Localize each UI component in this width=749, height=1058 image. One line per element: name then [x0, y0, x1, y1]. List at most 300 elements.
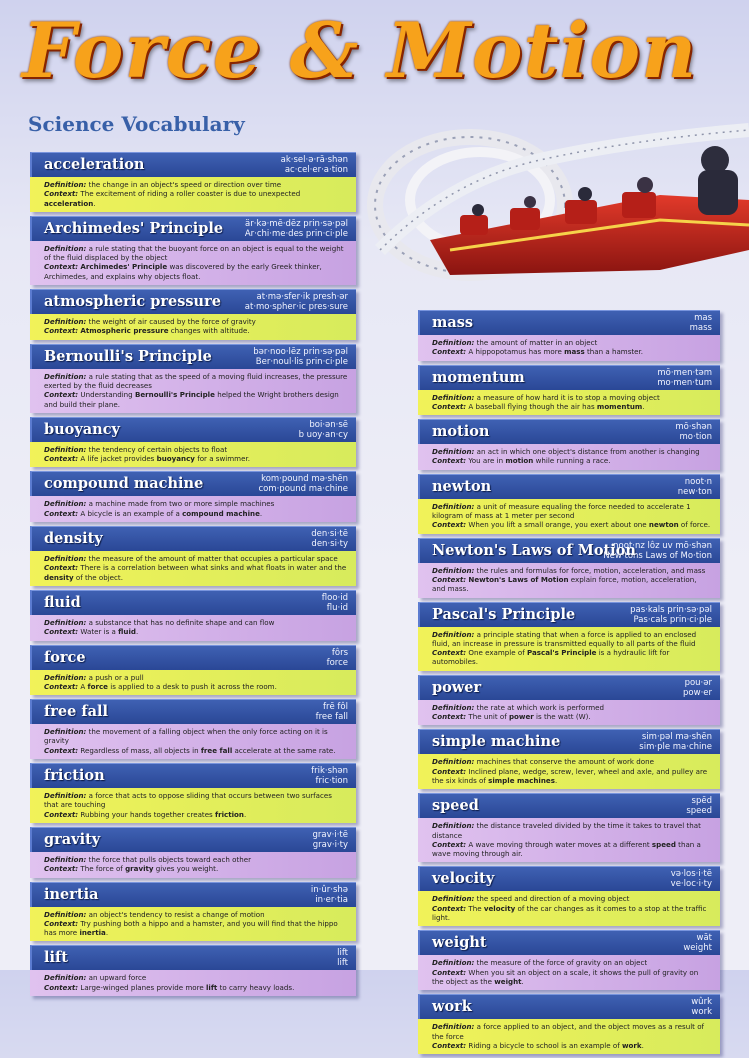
context-label: Context:	[432, 347, 467, 357]
context-line	[432, 712, 712, 721]
context-text: .	[642, 401, 645, 411]
context-text: than a hamster.	[584, 347, 644, 357]
context-label: Context:	[44, 982, 79, 992]
context-label: Context:	[44, 809, 79, 819]
pronunciation-phonetic: den·si·tē	[311, 529, 348, 540]
definition-label: Definition:	[432, 894, 475, 904]
context-text: Rubbing your hands together creates	[80, 809, 216, 819]
context-label: Context:	[432, 712, 467, 722]
term-header	[30, 590, 356, 615]
term-body	[30, 241, 356, 285]
term-body	[418, 563, 720, 598]
term-name: acceleration	[44, 156, 145, 173]
context-text: Large-winged planes provide more	[80, 982, 206, 992]
definition-text: the tendency of certain objects to float	[88, 444, 228, 454]
term-header	[30, 216, 356, 241]
context-text: than a wave moving through air.	[432, 839, 701, 859]
context-label: Context:	[44, 189, 79, 199]
term-body	[30, 907, 356, 942]
context-label: Context:	[44, 563, 79, 573]
term-header	[30, 827, 356, 852]
term-header	[418, 419, 720, 444]
term-header	[418, 365, 720, 390]
definition-text: a measure of how hard it is to stop a moving object	[476, 392, 660, 402]
context-line	[44, 746, 348, 755]
pronunciation	[316, 702, 348, 722]
context-text: Inclined plane, wedge, screw, lever, wheel and axle, and pulley are the six kinds of	[432, 766, 708, 785]
definition-text: an upward force	[88, 973, 147, 983]
context-line	[432, 1041, 712, 1050]
vocab-entry-speed	[418, 793, 720, 862]
context-text: The excitement of riding a roller coaster is due to unexpected	[80, 189, 301, 199]
context-term-highlight: inertia	[79, 928, 106, 938]
term-body	[418, 627, 720, 671]
context-term-highlight: Archimedes' Principle	[80, 262, 168, 272]
pronunciation-syllables: in·er·tia	[315, 894, 348, 905]
definition-label: Definition:	[432, 392, 475, 402]
pronunciation	[322, 593, 348, 613]
context-text: for a swimmer.	[194, 454, 250, 464]
term-name: Pascal's Principle	[432, 605, 576, 623]
context-text: is applied to a desk to push it across the room.	[108, 681, 277, 691]
pronunciation-phonetic: frik·shən	[311, 766, 348, 777]
pronunciation	[245, 219, 348, 239]
context-line	[432, 767, 712, 786]
term-name: atmospheric pressure	[44, 293, 221, 311]
definition-text: machines that conserve the amount of work done	[476, 757, 654, 767]
term-body	[30, 496, 356, 522]
term-header	[418, 310, 720, 335]
term-body	[418, 700, 720, 726]
definition-label: Definition:	[44, 727, 87, 737]
pronunciation-phonetic: kom·pound mə·shēn	[261, 474, 348, 485]
definition-text: the force that pulls objects toward each other	[88, 854, 252, 864]
term-body	[418, 390, 720, 416]
context-term-highlight: force	[87, 681, 108, 691]
context-term-highlight: power	[508, 712, 534, 722]
definition-label: Definition:	[432, 757, 475, 767]
vocab-entry-free-fall	[30, 699, 356, 759]
definition-label: Definition:	[44, 444, 87, 454]
term-header	[30, 645, 356, 670]
definition-line	[44, 727, 348, 746]
term-header	[30, 344, 356, 369]
term-body	[30, 670, 356, 696]
pronunciation-phonetic: sim·pəl mə·shēn	[641, 732, 712, 743]
term-header	[30, 763, 356, 788]
definition-line	[44, 791, 348, 810]
pronunciation-phonetic: at·mə·sfer·ik presh·ər	[256, 292, 348, 303]
context-text: to carry heavy loads.	[217, 982, 295, 992]
vocab-entry-inertia	[30, 882, 356, 942]
context-term-highlight: Pascal's Principle	[527, 648, 597, 658]
term-header	[30, 699, 356, 724]
context-term-highlight: weight	[494, 976, 522, 986]
term-header	[418, 675, 720, 700]
term-name: buoyancy	[44, 420, 120, 438]
definition-line	[44, 180, 348, 189]
term-body	[418, 444, 720, 470]
context-term-highlight: friction	[215, 809, 244, 819]
definition-label: Definition:	[432, 821, 475, 831]
definition-text: the change in an object's speed or direction over time	[88, 180, 282, 189]
context-term-highlight: acceleration	[44, 198, 94, 208]
term-name: free fall	[44, 703, 109, 721]
definition-text: the speed and direction of a moving object	[476, 894, 630, 904]
definition-label: Definition:	[432, 565, 475, 575]
vocab-entry-density	[30, 526, 356, 586]
page-subtitle: Science Vocabulary	[28, 112, 245, 136]
pronunciation-phonetic: är·kə·mē·dēz prin·sə·pəl	[245, 218, 348, 229]
context-term-highlight: momentum	[596, 401, 643, 411]
pronunciation	[311, 766, 348, 786]
term-name: density	[44, 530, 103, 548]
context-label: Context:	[432, 903, 467, 913]
context-text: The	[468, 903, 484, 913]
context-label: Context:	[432, 766, 467, 776]
context-label: Context:	[44, 627, 79, 637]
pronunciation	[630, 605, 712, 625]
pronunciation	[327, 648, 348, 668]
context-line	[44, 390, 348, 409]
pronunciation	[690, 313, 712, 333]
context-text: The force of	[80, 864, 126, 874]
definition-label: Definition:	[432, 501, 475, 511]
pronunciation-phonetic: bər·noo·lēz prin·sə·pəl	[253, 346, 348, 357]
pronunciation	[639, 732, 712, 752]
context-term-highlight: lift	[205, 982, 218, 992]
definition-text: the rules and formulas for force, motion, acceleration, and mass	[476, 565, 706, 575]
term-body	[30, 615, 356, 641]
term-name: work	[432, 998, 472, 1016]
context-term-highlight: newton	[648, 520, 679, 530]
pronunciation	[657, 368, 712, 388]
context-text: Regardless of mass, all objects in	[80, 745, 201, 755]
context-text: A baseball flying though the air has	[468, 401, 597, 411]
context-text: .	[135, 627, 139, 637]
term-body	[30, 852, 356, 878]
definition-line	[432, 894, 712, 903]
term-header	[418, 930, 720, 955]
term-name: compound machine	[44, 475, 204, 493]
term-body	[418, 818, 720, 862]
context-text: is the watt (W).	[533, 712, 591, 722]
vocab-column-right	[418, 310, 720, 1058]
term-body	[30, 442, 356, 468]
term-body	[30, 551, 356, 586]
context-text: A life jacket provides	[80, 454, 157, 464]
term-header	[30, 471, 356, 496]
definition-line	[44, 317, 348, 326]
context-line	[432, 347, 712, 356]
term-body	[30, 314, 356, 340]
definition-line	[44, 554, 348, 563]
context-label: Context:	[44, 918, 79, 928]
term-body	[418, 335, 720, 361]
vocab-entry-archimedes-principle	[30, 216, 356, 285]
vocab-entry-momentum	[418, 365, 720, 416]
pronunciation-syllables: fric·tion	[315, 776, 348, 787]
context-text: .	[521, 976, 524, 986]
vocab-entry-work	[418, 994, 720, 1054]
vocab-entry-velocity	[418, 866, 720, 926]
context-label: Context:	[432, 839, 467, 849]
pronunciation	[691, 997, 712, 1017]
context-term-highlight: free fall	[200, 745, 233, 755]
definition-label: Definition:	[44, 854, 87, 864]
term-name: speed	[432, 797, 479, 815]
pronunciation-syllables: grav·i·ty	[312, 839, 348, 850]
definition-line	[432, 958, 712, 967]
definition-text: a force applied to an object, and the object moves as a result of the force	[432, 1022, 705, 1041]
context-label: Context:	[432, 574, 467, 584]
context-term-highlight: work	[621, 1040, 642, 1050]
vocab-entry-motion	[418, 419, 720, 470]
context-text: of the object.	[73, 572, 123, 582]
pronunciation-syllables: mass	[689, 323, 712, 333]
context-label: Context:	[44, 326, 79, 336]
pronunciation-syllables: pow·er	[683, 687, 712, 698]
pronunciation	[337, 948, 348, 968]
pronunciation	[603, 541, 712, 561]
definition-line	[44, 618, 348, 627]
pronunciation-syllables: den·si·ty	[311, 539, 348, 550]
pronunciation	[313, 830, 348, 850]
context-term-highlight: gravity	[125, 864, 154, 874]
context-line	[432, 648, 712, 667]
definition-text: an act in which one object's distance from another is changing	[476, 447, 700, 457]
pronunciation-syllables: Pas·cals prin·ci·ple	[633, 614, 712, 625]
definition-label: Definition:	[44, 909, 87, 919]
pronunciation-phonetic: fôrs	[331, 647, 348, 658]
pronunciation-phonetic: boi·ən·sē	[309, 419, 348, 430]
term-name: Bernoulli's Principle	[44, 347, 212, 365]
pronunciation-phonetic: floo·id	[321, 592, 348, 603]
vocab-entry-lift	[30, 945, 356, 996]
pronunciation-syllables: flu·id	[326, 602, 348, 613]
pronunciation-phonetic: wûrk	[691, 997, 712, 1008]
term-name: inertia	[44, 885, 99, 903]
pronunciation	[245, 292, 348, 312]
context-label: Context:	[44, 864, 79, 874]
definition-label: Definition:	[44, 791, 87, 801]
definition-label: Definition:	[44, 243, 87, 253]
term-body	[30, 788, 356, 823]
pronunciation	[311, 885, 348, 905]
term-body	[30, 369, 356, 413]
context-term-highlight: fluid	[118, 627, 136, 637]
definition-line	[432, 630, 712, 649]
definition-text: a principle stating that when a force is applied to an enclosed fluid, an increase in pressure is transmitted equally to all parts of the fluid	[432, 629, 697, 648]
vocab-entry-pascal-s-principle	[418, 602, 720, 671]
definition-label: Definition:	[432, 1022, 475, 1032]
context-text: When you sit an object on a scale, it shows the pull of gravity on the object as the	[432, 967, 699, 986]
context-text: Understanding	[80, 390, 135, 400]
pronunciation	[686, 796, 712, 816]
vocab-entry-newton	[418, 474, 720, 534]
context-line	[432, 968, 712, 987]
vocab-entry-buoyancy	[30, 417, 356, 468]
term-header	[418, 474, 720, 499]
pronunciation-syllables: free fall	[315, 712, 348, 723]
definition-label: Definition:	[44, 317, 87, 327]
context-label: Context:	[432, 1040, 467, 1050]
pronunciation-syllables: ve·loc·i·ty	[670, 879, 712, 890]
definition-line	[432, 393, 712, 402]
context-label: Context:	[432, 401, 467, 411]
context-line	[44, 326, 348, 335]
vocab-entry-fluid	[30, 590, 356, 641]
pronunciation-syllables: new·ton	[677, 486, 712, 497]
context-text: .	[93, 198, 96, 208]
context-term-highlight: speed	[651, 839, 676, 849]
context-term-highlight: Newton's Laws of Motion	[468, 574, 569, 584]
term-body	[418, 1019, 720, 1054]
context-text: The unit of	[468, 712, 509, 722]
context-text: while running a race.	[533, 456, 611, 466]
definition-text: the rate at which work is performed	[476, 702, 605, 712]
definition-text: the amount of matter in an object	[476, 338, 598, 347]
context-label: Context:	[44, 745, 79, 755]
context-text: Riding a bicycle to school is an example of	[468, 1040, 622, 1050]
definition-text: a force that acts to oppose sliding that occurs between two surfaces that are touching	[44, 791, 332, 810]
context-text: A	[80, 681, 88, 691]
term-header	[418, 994, 720, 1019]
context-line	[44, 627, 348, 636]
context-label: Context:	[432, 520, 467, 530]
term-name: Newton's Laws of Motion	[432, 541, 636, 559]
definition-line	[44, 855, 348, 864]
context-term-highlight: mass	[564, 347, 585, 357]
term-name: power	[432, 678, 482, 696]
pronunciation-syllables: b uoy·an·cy	[298, 429, 348, 440]
definition-line	[432, 757, 712, 766]
vocab-entry-friction	[30, 763, 356, 823]
context-line	[432, 575, 712, 594]
term-name: velocity	[432, 870, 495, 888]
context-text: There is a correlation between what sinks and what floats in water and the	[80, 563, 347, 573]
context-text: changes with altitude.	[168, 326, 250, 336]
context-text: of the car changes as it comes to a stop at the traffic light.	[432, 903, 707, 923]
pronunciation	[253, 347, 348, 367]
vocab-entry-force	[30, 645, 356, 696]
context-text: .	[243, 809, 247, 819]
context-text: helped the Wright brothers design and build their plane.	[44, 390, 339, 409]
pronunciation-syllables: speed	[686, 806, 712, 817]
pronunciation-syllables: at·mo·spher·ic pres·sure	[244, 302, 348, 313]
definition-line	[44, 244, 348, 263]
definition-text: a substance that has no definite shape and can flow	[88, 617, 275, 627]
pronunciation-phonetic: in·ûr·shə	[310, 884, 348, 895]
pronunciation-phonetic: mas	[694, 313, 712, 323]
context-line	[432, 402, 712, 411]
definition-line	[432, 502, 712, 521]
vocab-entry-acceleration	[30, 152, 356, 212]
context-text: explain force, motion, acceleration, and mass.	[432, 574, 697, 594]
definition-line	[44, 445, 348, 454]
vocab-entry-mass	[418, 310, 720, 361]
context-line	[432, 456, 712, 465]
term-name: gravity	[44, 830, 101, 848]
pronunciation-syllables: mo·men·tum	[657, 377, 712, 388]
pronunciation	[683, 933, 712, 953]
term-body	[418, 499, 720, 534]
pronunciation-syllables: force	[326, 657, 348, 668]
term-header	[30, 417, 356, 442]
term-body	[418, 955, 720, 990]
context-text: A hippopotamus has more	[468, 347, 565, 357]
pronunciation-syllables: work	[691, 1007, 712, 1018]
context-text: is a hydraulic lift for automobiles.	[432, 648, 670, 667]
term-name: lift	[44, 949, 68, 967]
term-name: momentum	[432, 368, 525, 386]
term-name: friction	[44, 767, 105, 785]
pronunciation-phonetic: pou·ər	[684, 677, 712, 688]
term-header	[30, 152, 356, 177]
term-header	[30, 882, 356, 907]
context-text: gives you weight.	[153, 864, 219, 874]
term-name: simple machine	[432, 733, 561, 751]
definition-label: Definition:	[432, 629, 475, 639]
context-term-highlight: motion	[505, 456, 534, 466]
definition-line	[432, 447, 712, 456]
context-label: Context:	[44, 262, 79, 272]
vocab-entry-simple-machine	[418, 729, 720, 789]
pronunciation-syllables: Ber·noul·lis prin·ci·ple	[255, 356, 348, 367]
context-text: When you lift a small orange, you exert about one	[468, 520, 649, 530]
context-label: Context:	[44, 390, 79, 400]
context-term-highlight: buoyancy	[156, 454, 195, 464]
context-line	[44, 509, 348, 518]
term-header	[418, 866, 720, 891]
definition-line	[44, 910, 348, 919]
definition-text: a rule stating that as the speed of a moving fluid increases, the pressure exerted by the fluid decreases	[44, 371, 348, 390]
definition-label: Definition:	[44, 371, 87, 381]
term-body	[30, 724, 356, 759]
context-label: Context:	[44, 681, 79, 691]
definition-line	[44, 973, 348, 982]
context-line	[432, 520, 712, 529]
term-header	[30, 945, 356, 970]
definition-text: the weight of air caused by the force of gravity	[88, 317, 256, 327]
context-text: A wave moving through water moves at a different	[468, 839, 652, 849]
context-label: Context:	[432, 648, 467, 658]
term-header	[30, 526, 356, 551]
term-body	[30, 970, 356, 996]
pronunciation	[258, 474, 348, 494]
definition-line	[432, 566, 712, 575]
context-line	[432, 904, 712, 923]
definition-line	[44, 499, 348, 508]
pronunciation-syllables: sim·ple ma·chine	[639, 742, 712, 753]
context-text: was discovered by the early Greek thinker, Archimedes, and explains why objects float.	[44, 262, 322, 281]
context-text: accelerate at the same rate.	[232, 745, 336, 755]
term-name: motion	[432, 423, 490, 441]
definition-label: Definition:	[44, 180, 87, 189]
vocab-entry-power	[418, 675, 720, 726]
term-name: force	[44, 648, 86, 666]
term-header	[418, 538, 720, 563]
term-name: fluid	[44, 593, 81, 611]
context-line	[44, 864, 348, 873]
definition-text: the movement of a falling object when the only force acting on it is gravity	[44, 727, 328, 746]
pronunciation-syllables: Ar·chi·me·des prin·ci·ple	[244, 228, 348, 239]
context-label: Context:	[44, 454, 79, 464]
pronunciation-phonetic: noot·nz lôz uv mō·shən	[613, 540, 712, 551]
definition-text: the distance traveled divided by the time it takes to travel that distance	[432, 821, 701, 840]
pronunciation	[678, 477, 712, 497]
term-name: mass	[432, 314, 474, 331]
